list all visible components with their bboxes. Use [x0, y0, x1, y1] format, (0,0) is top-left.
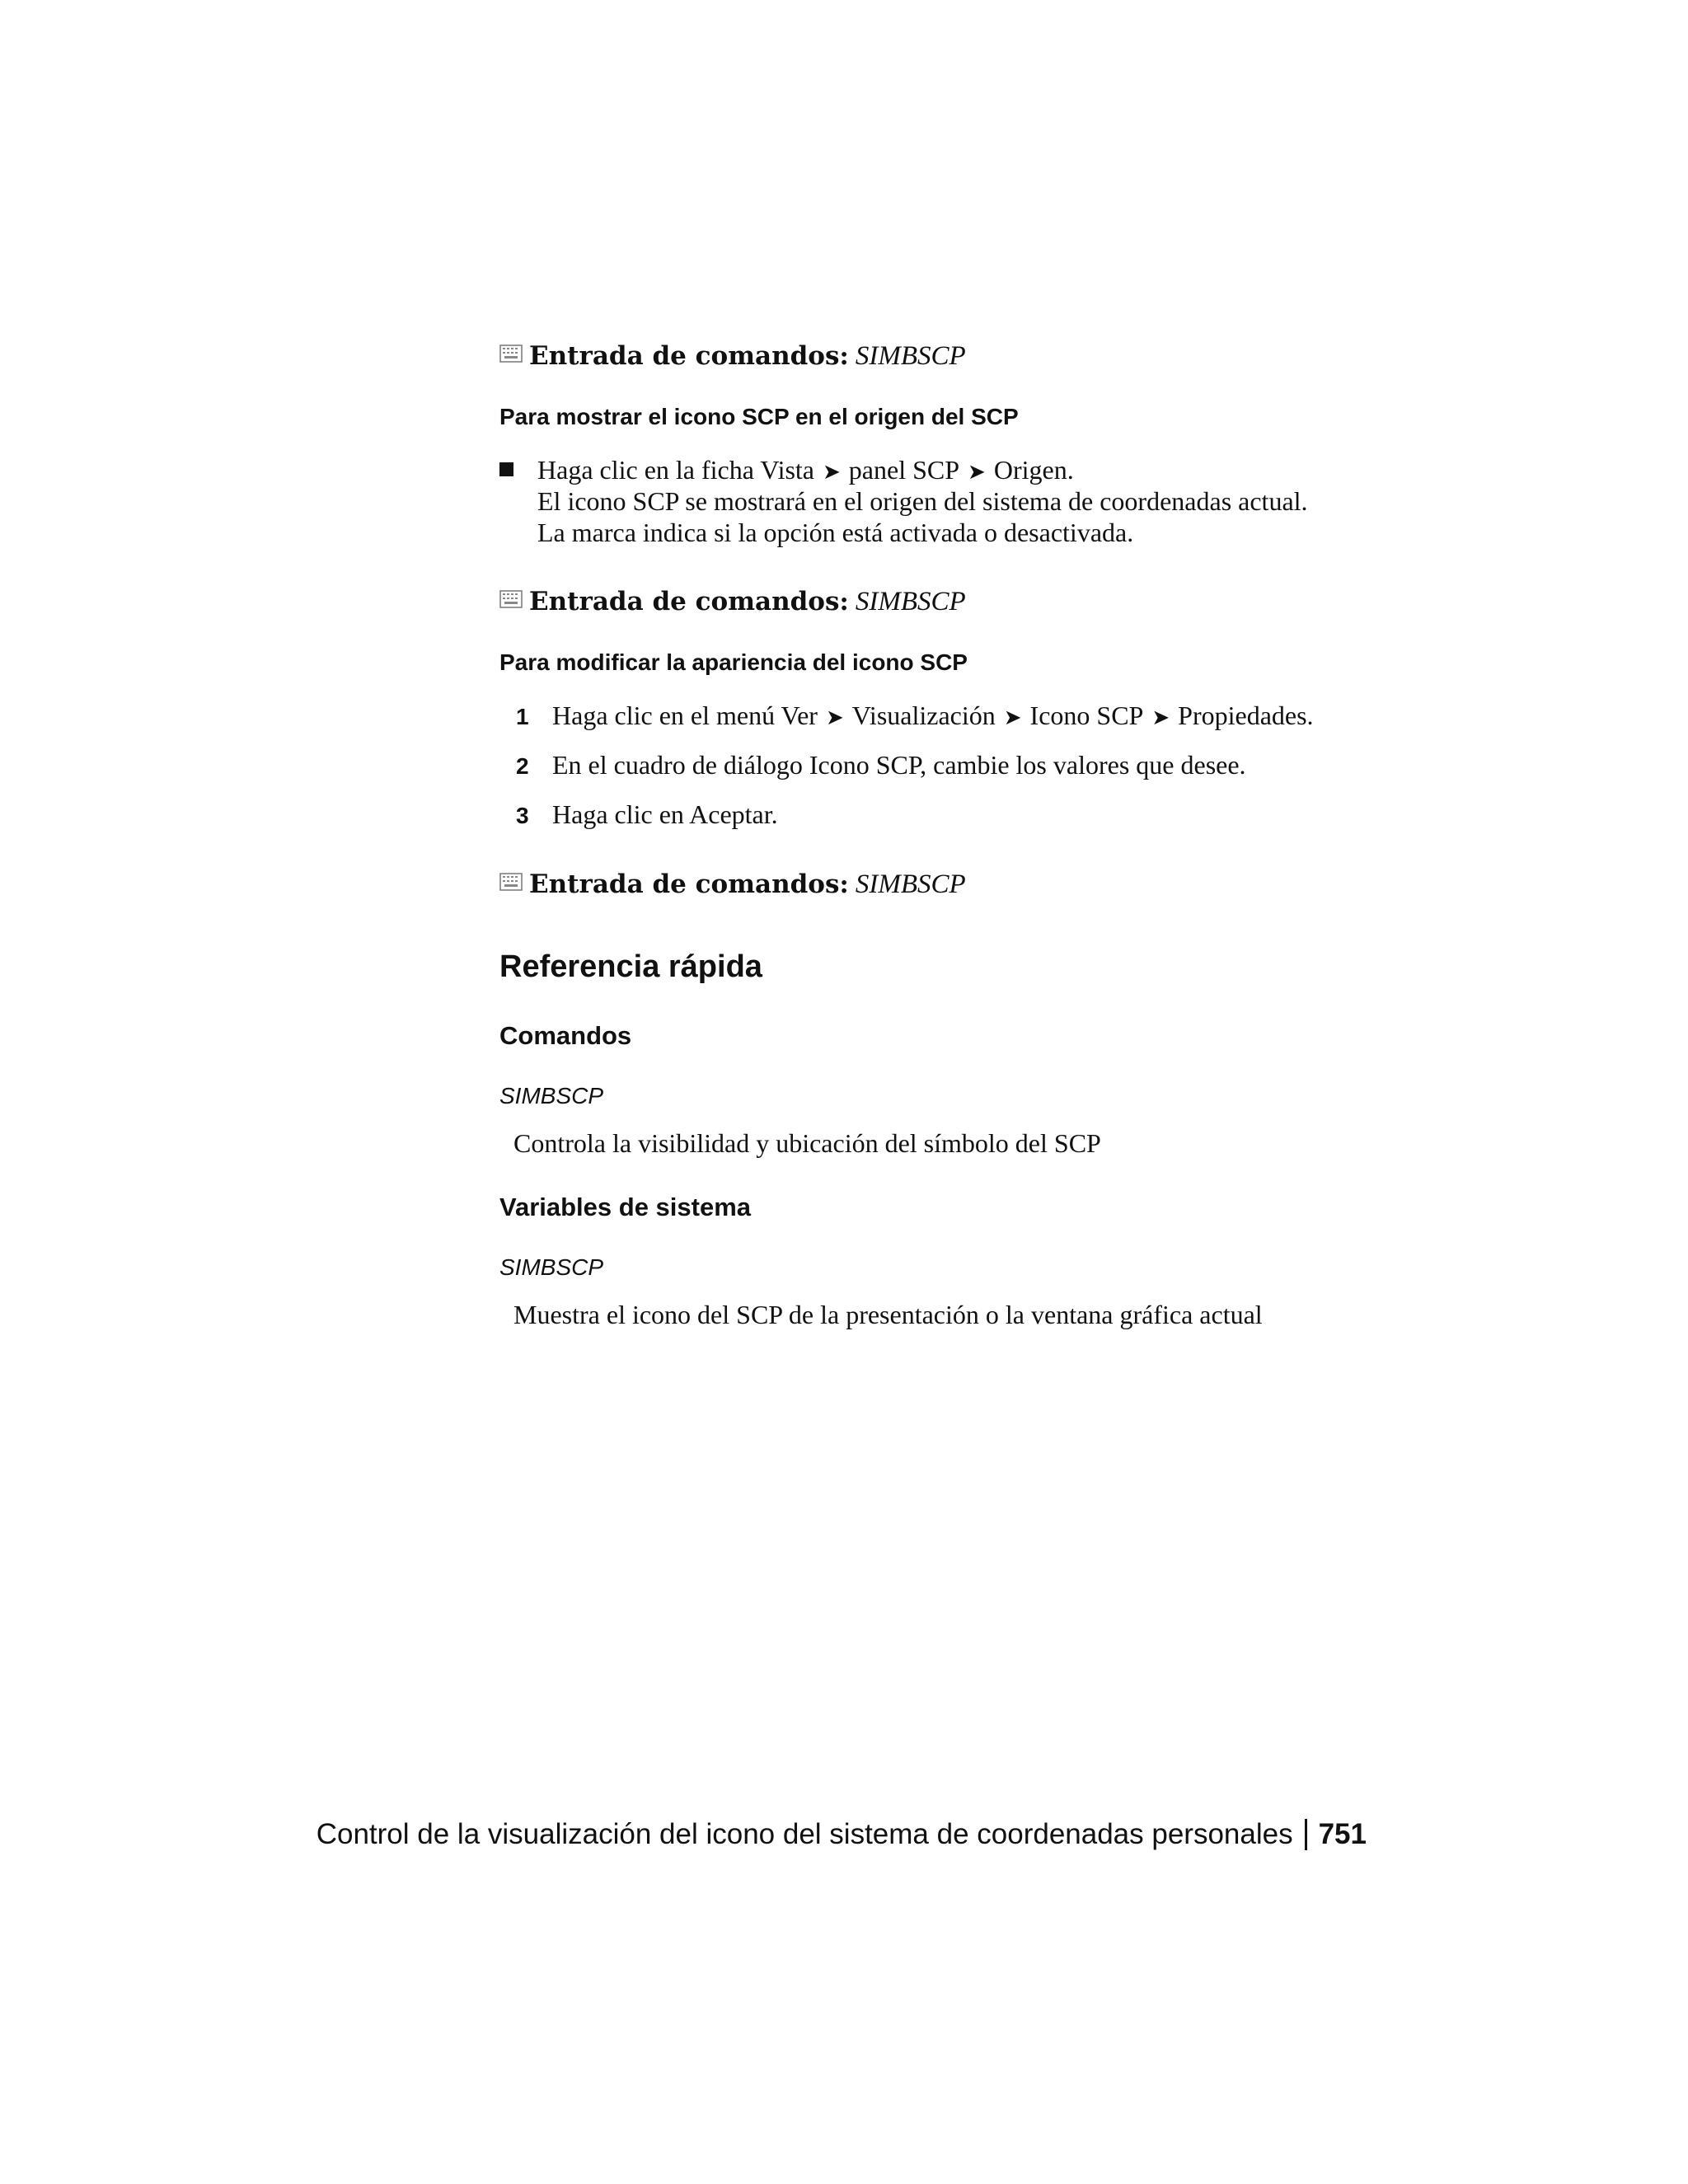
command-entry-value: SIMBSCP: [855, 869, 966, 899]
step-number: 1: [516, 704, 529, 729]
procedure-2-step-3: [499, 798, 778, 832]
command-entry-value: SIMBSCP: [855, 587, 966, 616]
step-text-part: Propiedades.: [1178, 701, 1314, 730]
command-entry-1: [499, 340, 966, 373]
page-footer: [316, 1816, 1367, 1853]
footer-title: Control de la visualización del icono del sistema de coordenadas personales: [316, 1818, 1293, 1850]
page-number: 751: [1318, 1818, 1367, 1850]
keyboard-icon: [499, 344, 523, 363]
arrow-right-icon: ➤: [1003, 705, 1022, 730]
arrow-right-icon: ➤: [823, 460, 841, 485]
command-entry-value: SIMBSCP: [855, 341, 966, 371]
footer-separator: [1305, 1819, 1307, 1850]
command-entry-label: Entrada de comandos:: [529, 587, 849, 616]
bullet-step-part-2: panel SCP: [848, 455, 960, 485]
procedure-2-step-2: [499, 748, 1246, 783]
bullet-line-1: [537, 454, 1308, 485]
system-variable-name: SIMBSCP: [499, 1254, 604, 1280]
bullet-step-part-3: Origen.: [993, 455, 1074, 485]
command-name: SIMBSCP: [499, 1083, 604, 1108]
keyboard-icon: [499, 590, 523, 608]
system-variable-description: Muestra el icono del SCP de la presentación o la ventana gráfica actual: [513, 1300, 1263, 1329]
step-number: 3: [516, 803, 529, 828]
keyboard-icon: [499, 873, 523, 891]
commands-heading: Comandos: [499, 1021, 632, 1050]
step-text-part: Haga clic en el menú Ver: [552, 701, 818, 730]
arrow-right-icon: ➤: [1151, 705, 1170, 730]
command-entry-label: Entrada de comandos:: [529, 869, 849, 899]
bullet-line-2: El icono SCP se mostrará en el origen del sistema de coordenadas actual.: [537, 486, 1308, 516]
procedure-title-1: Para mostrar el icono SCP en el origen del SCP: [499, 404, 1019, 429]
step-text: Haga clic en Aceptar.: [552, 799, 778, 829]
system-variables-heading: Variables de sistema: [499, 1193, 752, 1221]
quick-reference-heading: Referencia rápida: [499, 949, 762, 984]
bullet-step-part-1: Haga clic en la ficha Vista: [537, 455, 814, 485]
arrow-right-icon: ➤: [968, 460, 986, 485]
step-text-part: Icono SCP: [1029, 701, 1144, 730]
arrow-right-icon: ➤: [825, 705, 844, 730]
bullet-line-3: La marca indica si la opción está activada o desactivada.: [537, 518, 1134, 547]
step-text-part: Visualización: [851, 701, 996, 730]
step-number: 2: [516, 753, 529, 779]
procedure-2-step-1: [499, 699, 1314, 734]
step-text: En el cuadro de diálogo Icono SCP, cambie los valores que desee.: [552, 750, 1246, 780]
procedure-title-2: Para modificar la apariencia del icono SCP: [499, 649, 968, 675]
procedure-1-bullet: [499, 454, 1406, 553]
bullet-square-icon: [499, 462, 513, 476]
command-entry-label: Entrada de comandos:: [529, 341, 849, 371]
command-entry-2: [499, 585, 966, 618]
command-entry-3: [499, 868, 966, 901]
command-description: Controla la visibilidad y ubicación del símbolo del SCP: [513, 1128, 1101, 1158]
